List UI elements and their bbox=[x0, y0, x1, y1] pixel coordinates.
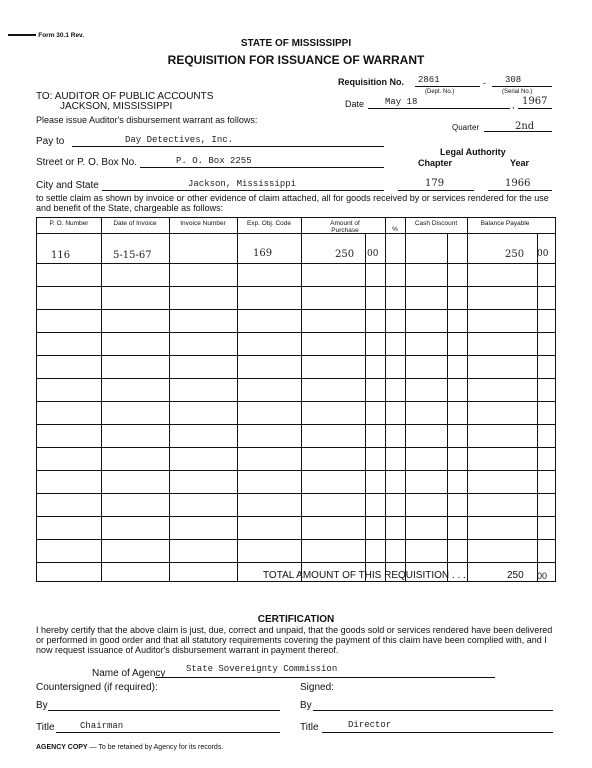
street-value[interactable]: P. O. Box 2255 bbox=[176, 156, 252, 166]
agency-label: Name of Agency bbox=[92, 668, 166, 679]
year-line bbox=[518, 108, 552, 109]
row1-exp-code[interactable]: 169 bbox=[253, 248, 273, 259]
instruction-text: Please issue Auditor's disbursement warrant as follows: bbox=[36, 115, 258, 125]
certification-heading: CERTIFICATION bbox=[257, 614, 335, 625]
title-left-value[interactable]: Chairman bbox=[80, 721, 124, 731]
header-divider bbox=[37, 233, 555, 234]
pay-to-value[interactable]: Day Detectives, Inc. bbox=[125, 135, 234, 145]
row-line bbox=[37, 424, 555, 425]
serial-no-value[interactable]: 308 bbox=[505, 75, 522, 85]
row1-date[interactable]: 5-15-67 bbox=[113, 250, 152, 261]
col-divider bbox=[169, 218, 170, 581]
footer-text: — To be retained by Agency for its records. bbox=[87, 744, 224, 751]
col-po-header: P. O. Number bbox=[49, 220, 89, 227]
row-line bbox=[37, 470, 555, 471]
serial-no-line bbox=[492, 86, 552, 87]
quarter-label: Quarter bbox=[452, 123, 480, 132]
year-label: Year bbox=[510, 158, 530, 168]
to-auditor: TO: AUDITOR OF PUBLIC ACCOUNTS bbox=[36, 91, 214, 102]
col-divider bbox=[385, 218, 386, 581]
col-amount-header: Amount of Purchase bbox=[330, 220, 360, 234]
col-divider bbox=[537, 233, 538, 581]
total-dollars[interactable]: 250 bbox=[507, 570, 524, 581]
col-divider bbox=[447, 233, 448, 581]
date-year[interactable]: 1967 bbox=[522, 96, 548, 107]
row-line bbox=[37, 493, 555, 494]
row-line bbox=[37, 355, 555, 356]
title-left-label: Title bbox=[36, 722, 55, 733]
row1-po[interactable]: 116 bbox=[51, 250, 71, 261]
pay-to-label: Pay to bbox=[36, 136, 65, 147]
requisition-label: Requisition No. bbox=[338, 77, 404, 87]
dept-no-line bbox=[415, 86, 480, 87]
title-right-value[interactable]: Director bbox=[348, 720, 392, 730]
total-cents[interactable]: 00 bbox=[537, 571, 548, 581]
legal-authority-label: Legal Authority bbox=[440, 147, 506, 157]
legal-year-line bbox=[488, 190, 552, 191]
city-line bbox=[102, 190, 384, 191]
col-discount-header: Cash Discount bbox=[414, 220, 458, 227]
col-pct-header: % bbox=[392, 226, 398, 233]
dept-no-value[interactable]: 2861 bbox=[418, 75, 440, 85]
col-exp-header: Exp. Obj. Code bbox=[246, 220, 292, 227]
chapter-label: Chapter bbox=[418, 158, 453, 168]
title-right-line bbox=[322, 732, 553, 733]
by-right-line[interactable] bbox=[313, 710, 553, 711]
total-label: TOTAL AMOUNT OF THIS REQUISITION . . . bbox=[263, 570, 466, 581]
title-left-line bbox=[56, 732, 280, 733]
settle-claim-text: to settle claim as shown by invoice or other evidence of claim attached, all for goods received by or services rendered for the use and benefit of the State, chargeable as follows: bbox=[36, 193, 549, 213]
row-line bbox=[37, 332, 555, 333]
serial-no-caption: (Serial No.) bbox=[502, 89, 533, 95]
row-line bbox=[37, 286, 555, 287]
footer-note bbox=[36, 744, 223, 751]
quarter-value[interactable]: 2nd bbox=[515, 121, 535, 132]
form-number-rule bbox=[8, 34, 36, 36]
form-number: Form 30.1 Rev. bbox=[38, 32, 84, 39]
footer-agency-copy: AGENCY COPY bbox=[36, 744, 88, 751]
row1-amount-cents[interactable]: 00 bbox=[367, 249, 379, 259]
agency-value[interactable]: State Sovereignty Commission bbox=[186, 664, 338, 674]
requisition-separator: - bbox=[483, 78, 486, 88]
certification-text: I hereby certify that the above claim is just, due, correct and unpaid, that the goods sold or services rendered have been delivered or performed in good order and that all statutory requirements covering the payment of this claim have been complied with, and I now request issuance of Auditor's disbursement warrant in payment thereof. bbox=[36, 625, 553, 655]
by-right-label: By bbox=[300, 700, 312, 711]
col-divider bbox=[365, 233, 366, 581]
date-value[interactable]: May 18 bbox=[385, 97, 418, 107]
claim-table bbox=[36, 217, 556, 582]
row1-amount-dollars[interactable]: 250 bbox=[335, 249, 355, 260]
row-line bbox=[37, 562, 555, 563]
col-divider bbox=[467, 218, 468, 581]
row1-balance-dollars[interactable]: 250 bbox=[505, 249, 525, 260]
row1-balance-cents[interactable]: 00 bbox=[537, 249, 549, 259]
col-invoice-header: Invoice Number bbox=[180, 220, 226, 227]
dept-no-caption: (Dept. No.) bbox=[425, 89, 455, 95]
countersigned-label: Countersigned (if required): bbox=[36, 682, 158, 693]
chapter-value[interactable]: 179 bbox=[425, 178, 445, 189]
by-left-label: By bbox=[36, 700, 48, 711]
agency-line bbox=[155, 677, 495, 678]
col-divider bbox=[301, 218, 302, 581]
pay-to-line bbox=[72, 146, 384, 147]
date-line bbox=[368, 108, 510, 109]
row-line bbox=[37, 539, 555, 540]
col-divider bbox=[101, 218, 102, 581]
form-title: REQUISITION FOR ISSUANCE OF WARRANT bbox=[167, 53, 425, 67]
street-line bbox=[140, 167, 384, 168]
row-line bbox=[37, 516, 555, 517]
row-line bbox=[37, 263, 555, 264]
chapter-line bbox=[398, 190, 474, 191]
col-divider bbox=[405, 218, 406, 581]
street-label: Street or P. O. Box No. bbox=[36, 157, 137, 168]
col-date-header: Date of Invoice bbox=[113, 220, 157, 227]
row-line bbox=[37, 309, 555, 310]
city-value[interactable]: Jackson, Mississippi bbox=[188, 179, 297, 189]
row-line bbox=[37, 378, 555, 379]
to-city: JACKSON, MISSISSIPPI bbox=[60, 101, 173, 112]
date-comma: , bbox=[512, 100, 515, 110]
by-left-line[interactable] bbox=[48, 710, 280, 711]
state-heading: STATE OF MISSISSIPPI bbox=[240, 38, 352, 49]
legal-year-value[interactable]: 1966 bbox=[505, 178, 531, 189]
signed-label: Signed: bbox=[300, 682, 334, 693]
row-line bbox=[37, 447, 555, 448]
col-balance-header: Balance Payable bbox=[480, 220, 530, 227]
city-label: City and State bbox=[36, 180, 99, 191]
col-divider bbox=[237, 218, 238, 581]
date-label: Date bbox=[345, 99, 365, 109]
row-line bbox=[37, 401, 555, 402]
title-right-label: Title bbox=[300, 722, 319, 733]
